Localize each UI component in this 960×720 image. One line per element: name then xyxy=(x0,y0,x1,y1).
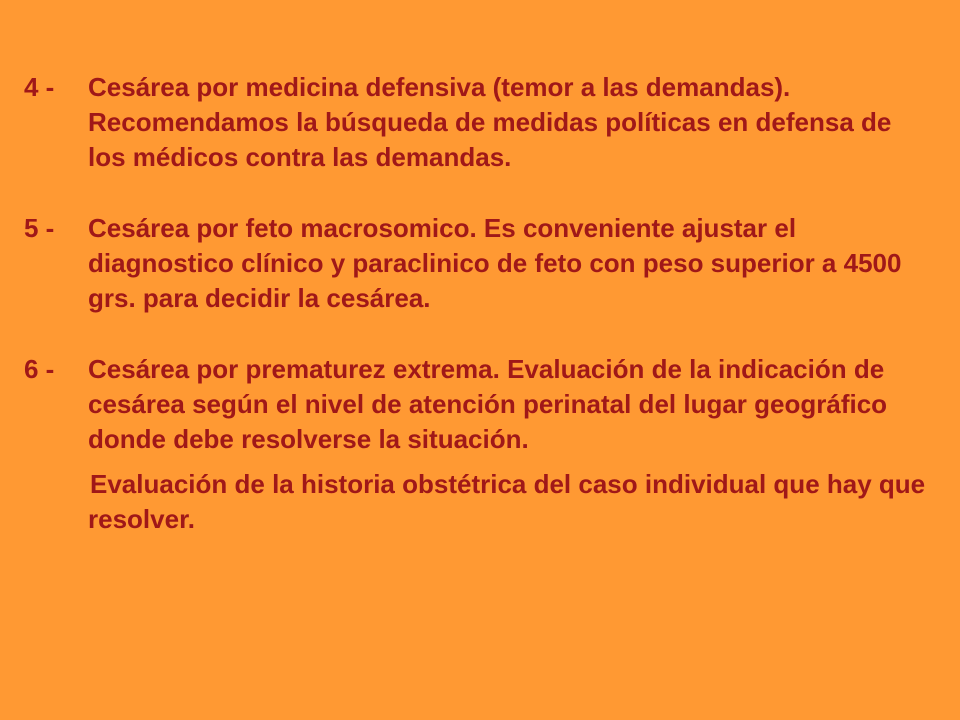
item-text: Cesárea por prematurez extrema. Evaluación de la indicación de cesárea según el nivel de atención perinatal del lugar geográfico donde debe resolverse la situación. xyxy=(88,354,888,454)
extra-paragraph: Evaluación de la historia obstétrica del caso individual que hay que resolver. xyxy=(88,469,926,534)
list-item-5 xyxy=(24,211,920,316)
item-text: Cesárea por feto macrosomico. Es conveniente ajustar el diagnostico clínico y paraclinico de feto con peso superior a 4500 grs. para decidir la cesárea. xyxy=(88,213,902,313)
item-number: 5 - xyxy=(24,213,55,243)
item-text: Cesárea por medicina defensiva (temor a las demandas). Recomendamos la búsqueda de medidas políticas en defensa de los médicos contra las demandas. xyxy=(88,72,892,172)
list-item-4 xyxy=(24,70,920,175)
item-number: 6 - xyxy=(24,354,55,384)
list-item-6 xyxy=(24,352,920,457)
item-number: 4 - xyxy=(24,72,55,102)
